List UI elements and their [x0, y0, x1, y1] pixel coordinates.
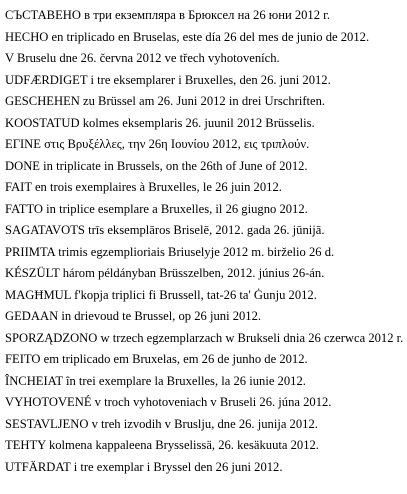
clause-line-fr: FAIT en trois exemplaires à Bruxelles, le 26 juin 2012.	[5, 180, 282, 194]
clause-line-sv: UTFÄRDAT i tre exemplar i Bryssel den 26 juni 2012.	[5, 459, 283, 474]
clause-line-hu: KÉSZÜLT három példányban Brüsszelben, 2012. június 26-án.	[5, 266, 325, 280]
signature-clause-list	[5, 5, 403, 478]
clause-line-sk: VYHOTOVENÉ v troch vyhotoveniach v Bruseli 26. júna 2012.	[5, 395, 332, 409]
clause-line-et: KOOSTATUD kolmes eksemplaris 26. juunil 2012 Brüsselis.	[5, 115, 315, 130]
clause-line-pt: FEITO em triplicado em Bruxelas, em 26 de junho de 2012.	[5, 352, 308, 366]
clause-line-bg: СЪСТАВЕНО в три екземпляра в Брюксел на 26 юни 2012 г.	[5, 8, 331, 22]
clause-line-sl: SESTAVLJENO v treh izvodih v Bruslju, dne 26. junija 2012.	[5, 416, 318, 431]
clause-line-da: UDFÆRDIGET i tre eksemplarer i Bruxelles, den 26. juni 2012.	[5, 72, 331, 87]
clause-line-de: GESCHEHEN zu Brüssel am 26. Juni 2012 in drei Urschriften.	[5, 94, 326, 108]
clause-line-el: ΕΓΙΝΕ στις Βρυξέλλες, την 26η Ιουνίου 2012, εις τριπλούν.	[5, 137, 310, 151]
clause-line-lt: PRIIMTA trimis egzemplioriais Briuselyje 2012 m. birželio 26 d.	[5, 244, 335, 259]
clause-line-it: FATTO in triplice esemplare a Bruxelles, il 26 giugno 2012.	[5, 201, 308, 216]
clause-line-en: DONE in triplicate in Brussels, on the 26th of June of 2012.	[5, 158, 308, 173]
clause-line-lv: SAGATAVOTS trīs eksemplāros Briselē, 2012. gada 26. jūnijā.	[5, 223, 325, 237]
clause-line-fi: TEHTY kolmena kappaleena Brysselissä, 26. kesäkuuta 2012.	[5, 438, 319, 452]
clause-line-cs: V Bruselu dne 26. června 2012 ve třech vyhotoveních.	[5, 51, 280, 65]
clause-line-mt: MAGĦMUL f'kopja triplici fi Brussell, tat-26 ta' Ġunju 2012.	[5, 287, 317, 302]
clause-line-es: HECHO en triplicado en Bruselas, este día 26 del mes de junio de 2012.	[5, 29, 370, 44]
clause-line-ro: ÎNCHEIAT în trei exemplare la Bruxelles, la 26 iunie 2012.	[5, 373, 306, 388]
clause-line-pl: SPORZĄDZONO w trzech egzemplarzach w Brukseli dnia 26 czerwca 2012 r.	[5, 330, 404, 345]
clause-line-nl: GEDAAN in drievoud te Brussel, op 26 juni 2012.	[5, 309, 262, 323]
